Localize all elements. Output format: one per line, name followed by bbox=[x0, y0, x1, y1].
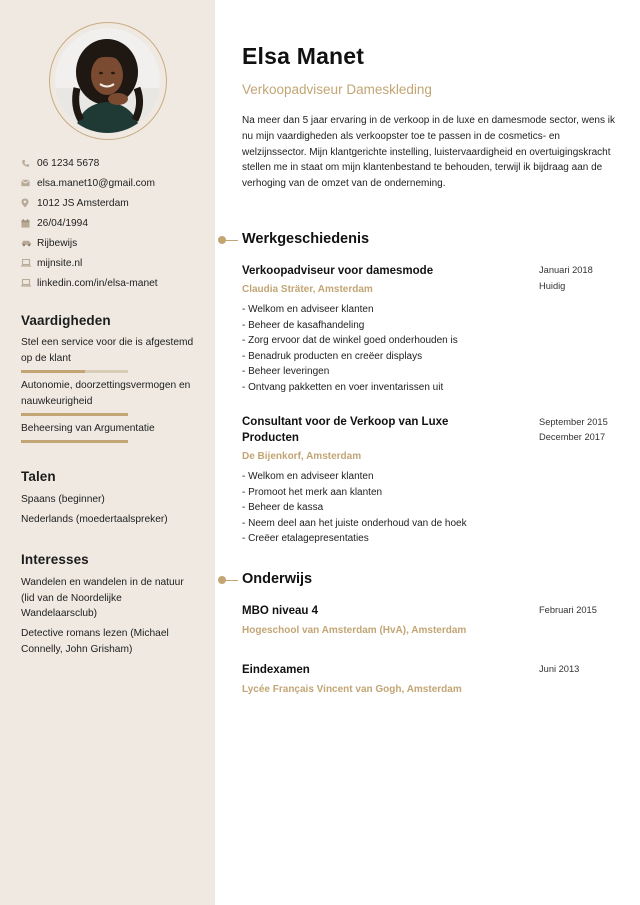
education-heading: Onderwijs bbox=[242, 571, 313, 587]
calendar-icon bbox=[21, 219, 37, 228]
contact-website bbox=[21, 253, 158, 273]
education-date: Februari 2015 bbox=[539, 605, 597, 615]
contact-text: 26/04/1994 bbox=[37, 217, 88, 229]
education-title: Eindexamen bbox=[242, 664, 310, 676]
job-date-start: September 2015 bbox=[539, 417, 608, 427]
job-title: Consultant voor de Verkoop van Luxe Producten bbox=[242, 416, 449, 444]
contact-license bbox=[21, 233, 158, 253]
skills-heading: Vaardigheden bbox=[21, 313, 111, 328]
contact-text[interactable]: mijnsite.nl bbox=[37, 257, 83, 269]
duty-item: - Promoot het merk aan klanten bbox=[242, 485, 467, 501]
duty-item: - Benadruk producten en creëer displays bbox=[242, 349, 458, 365]
contact-list bbox=[21, 153, 158, 293]
contact-text[interactable]: elsa.manet10@gmail.com bbox=[37, 177, 155, 189]
contact-text[interactable]: linkedin.com/in/elsa-manet bbox=[37, 277, 158, 289]
contact-phone bbox=[21, 153, 158, 173]
languages-heading: Talen bbox=[21, 469, 56, 484]
job-date-end: December 2017 bbox=[539, 432, 606, 442]
duty-item: - Welkom en adviseer klanten bbox=[242, 302, 458, 318]
job-duties bbox=[242, 469, 467, 547]
duty-item: - Beheer leveringen bbox=[242, 364, 458, 380]
contact-text[interactable]: 06 1234 5678 bbox=[37, 157, 100, 169]
interests-heading: Interesses bbox=[21, 552, 89, 567]
contact-birthdate bbox=[21, 213, 158, 233]
laptop-icon bbox=[21, 259, 37, 267]
car-icon bbox=[21, 239, 37, 247]
sidebar bbox=[0, 0, 215, 905]
profile-photo bbox=[55, 28, 160, 133]
duty-item: - Beheer de kasafhandeling bbox=[242, 318, 458, 334]
education-title: MBO niveau 4 bbox=[242, 605, 319, 617]
interest-item: Detective romans lezen (Michael Connelly, John Grisham) bbox=[21, 628, 169, 655]
skill-level-fill bbox=[21, 413, 128, 416]
email-icon bbox=[21, 179, 37, 187]
skill-level-fill bbox=[21, 370, 85, 373]
phone-icon bbox=[21, 159, 37, 168]
language-item: Nederlands (moedertaalspreker) bbox=[21, 514, 168, 525]
job-title: Verkoopadviseur voor damesmode bbox=[242, 265, 434, 277]
skill-item: Stel een service voor die is afgestemd op de klant bbox=[21, 337, 194, 364]
job-company: Claudia Sträter, Amsterdam bbox=[242, 284, 373, 295]
skill-item: Beheersing van Argumentatie bbox=[21, 423, 155, 434]
work-heading: Werkgeschiedenis bbox=[242, 231, 370, 247]
education-school: Hogeschool van Amsterdam (HvA), Amsterdam bbox=[242, 625, 467, 636]
education-date: Juni 2013 bbox=[539, 664, 580, 674]
contact-address bbox=[21, 193, 158, 213]
main-content bbox=[215, 0, 640, 905]
laptop-icon bbox=[21, 279, 37, 287]
profile-photo-frame bbox=[49, 22, 167, 140]
contact-text: Rijbewijs bbox=[37, 237, 78, 249]
skill-item: Autonomie, doorzettingsvermogen en nauwkeurigheid bbox=[21, 380, 191, 407]
contact-text: 1012 JS Amsterdam bbox=[37, 197, 129, 209]
job-date-end: Huidig bbox=[539, 281, 566, 291]
candidate-name: Elsa Manet bbox=[242, 43, 365, 69]
section-marker bbox=[218, 576, 240, 584]
candidate-role: Verkoopadviseur Dameskleding bbox=[242, 82, 432, 97]
duty-item: - Creëer etalagepresentaties bbox=[242, 531, 467, 547]
language-item: Spaans (beginner) bbox=[21, 494, 105, 505]
location-pin-icon bbox=[21, 198, 37, 208]
interest-item: Wandelen en wandelen in de natuur (lid van de Noordelijke Wandelaarsclub) bbox=[21, 577, 184, 619]
duty-item: - Neem deel aan het juiste onderhoud van de hoek bbox=[242, 516, 467, 532]
duty-item: - Zorg ervoor dat de winkel goed onderhouden is bbox=[242, 333, 458, 349]
duty-item: - Welkom en adviseer klanten bbox=[242, 469, 467, 485]
job-date-start: Januari 2018 bbox=[539, 265, 593, 275]
skill-level-bar bbox=[21, 370, 128, 373]
duty-item: - Ontvang pakketten en voer inventarissen uit bbox=[242, 380, 458, 396]
skill-level-bar bbox=[21, 440, 128, 443]
job-duties bbox=[242, 302, 458, 396]
contact-email bbox=[21, 173, 158, 193]
education-school: Lycée Français Vincent van Gogh, Amsterdam bbox=[242, 684, 462, 695]
skill-level-bar bbox=[21, 413, 128, 416]
section-marker bbox=[218, 236, 240, 244]
duty-item: - Beheer de kassa bbox=[242, 500, 467, 516]
profile-summary: Na meer dan 5 jaar ervaring in de verkoop in de luxe en damesmode sector, wens ik nu mijn vaardigheden als verkoopster toe te passen in de cosmetics- en welzijnssector. Mijn klantgerichte instelling, luistervaardigheid en overtuigingskracht stellen me in staat om mijn klantenbestand te behouden, terwijl ik bijdraag aan de verhoging van de omzet van de onderneming. bbox=[242, 115, 615, 190]
skill-level-fill bbox=[21, 440, 128, 443]
job-company: De Bijenkorf, Amsterdam bbox=[242, 451, 362, 462]
contact-linkedin bbox=[21, 273, 158, 293]
